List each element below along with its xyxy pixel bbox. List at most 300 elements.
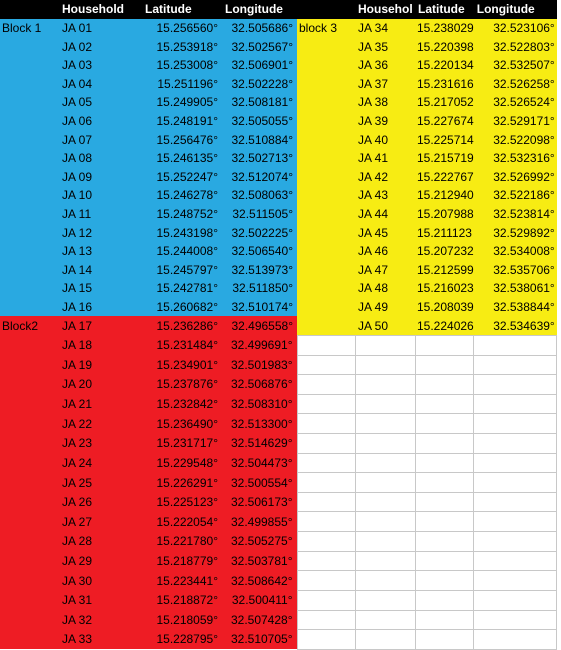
block-cell[interactable] xyxy=(297,167,355,186)
longitude-cell[interactable]: 32.534639° xyxy=(474,316,557,335)
empty-cell[interactable] xyxy=(474,473,557,493)
latitude-cell[interactable]: 15.244008° xyxy=(142,242,222,261)
header-longitude-right[interactable]: Longitude xyxy=(474,0,557,19)
latitude-cell[interactable]: 15.248191° xyxy=(142,112,222,131)
block-cell[interactable] xyxy=(0,74,59,93)
table-row xyxy=(0,630,557,650)
empty-cell[interactable] xyxy=(297,630,355,650)
empty-cell[interactable] xyxy=(355,590,415,610)
longitude-cell[interactable]: 32.512074° xyxy=(222,167,297,186)
longitude-cell[interactable]: 32.507428° xyxy=(222,610,297,630)
latitude-cell[interactable]: 15.246278° xyxy=(142,186,222,205)
empty-cell[interactable] xyxy=(415,630,474,650)
block-cell[interactable] xyxy=(0,112,59,131)
longitude-cell[interactable]: 32.510705° xyxy=(222,630,297,650)
table-row xyxy=(0,149,557,168)
household-cell[interactable]: JA 14 xyxy=(59,261,142,280)
header-row xyxy=(0,0,557,19)
household-cell[interactable]: JA 44 xyxy=(355,205,415,224)
empty-cell[interactable] xyxy=(297,512,355,532)
table-row xyxy=(0,298,557,317)
household-cell[interactable]: JA 16 xyxy=(59,298,142,317)
empty-cell[interactable] xyxy=(355,335,415,355)
table-row xyxy=(0,186,557,205)
latitude-cell[interactable]: 15.252247° xyxy=(142,167,222,186)
longitude-cell[interactable]: 32.508642° xyxy=(222,571,297,591)
longitude-cell[interactable]: 32.511850° xyxy=(222,279,297,298)
longitude-cell[interactable]: 32.505686° xyxy=(222,19,297,38)
block-cell[interactable] xyxy=(0,434,59,454)
block-cell[interactable] xyxy=(297,56,355,75)
empty-cell[interactable] xyxy=(297,571,355,591)
household-cell[interactable]: JA 06 xyxy=(59,112,142,131)
block-cell[interactable] xyxy=(0,630,59,650)
block-cell[interactable] xyxy=(297,316,355,335)
empty-cell[interactable] xyxy=(474,434,557,454)
household-cell[interactable]: JA 03 xyxy=(59,56,142,75)
latitude-cell[interactable]: 15.251196° xyxy=(142,74,222,93)
header-latitude-right[interactable]: Latitude xyxy=(415,0,474,19)
longitude-cell[interactable]: 32.508310° xyxy=(222,394,297,414)
household-cell[interactable]: JA 09 xyxy=(59,167,142,186)
empty-cell[interactable] xyxy=(355,492,415,512)
longitude-cell[interactable]: 32.514629° xyxy=(222,434,297,454)
household-cell[interactable]: JA 47 xyxy=(355,261,415,280)
longitude-cell[interactable]: 32.532316° xyxy=(474,149,557,168)
empty-cell[interactable] xyxy=(355,512,415,532)
longitude-cell[interactable]: 32.526992° xyxy=(474,167,557,186)
empty-cell[interactable] xyxy=(355,375,415,395)
latitude-cell[interactable]: 15.231717° xyxy=(142,434,222,454)
block-cell[interactable] xyxy=(0,473,59,493)
header-blank xyxy=(0,0,59,19)
latitude-cell[interactable]: 15.218872° xyxy=(142,590,222,610)
table-row xyxy=(0,130,557,149)
latitude-cell[interactable]: 15.208039 xyxy=(415,298,474,317)
household-cell[interactable]: JA 31 xyxy=(59,590,142,610)
table-row xyxy=(0,74,557,93)
block-cell[interactable] xyxy=(297,261,355,280)
latitude-cell[interactable]: 15.226291° xyxy=(142,473,222,493)
empty-cell[interactable] xyxy=(297,492,355,512)
household-cell[interactable]: JA 04 xyxy=(59,74,142,93)
empty-cell[interactable] xyxy=(474,335,557,355)
empty-cell[interactable] xyxy=(415,532,474,552)
block-cell[interactable] xyxy=(297,242,355,261)
latitude-cell[interactable]: 15.242781° xyxy=(142,279,222,298)
empty-cell[interactable] xyxy=(474,453,557,473)
empty-cell[interactable] xyxy=(415,512,474,532)
block-cell[interactable] xyxy=(297,93,355,112)
latitude-cell[interactable]: 15.217052 xyxy=(415,93,474,112)
block-cell[interactable] xyxy=(0,261,59,280)
longitude-cell[interactable]: 32.510174° xyxy=(222,298,297,317)
latitude-cell[interactable]: 15.232842° xyxy=(142,394,222,414)
household-cell[interactable]: JA 45 xyxy=(355,223,415,242)
longitude-cell[interactable]: 32.532507° xyxy=(474,56,557,75)
header-latitude-left[interactable]: Latitude xyxy=(142,0,222,19)
latitude-cell[interactable]: 15.234901° xyxy=(142,355,222,375)
block-cell[interactable] xyxy=(297,223,355,242)
longitude-cell[interactable]: 32.504473° xyxy=(222,453,297,473)
empty-cell[interactable] xyxy=(297,551,355,571)
block-cell[interactable] xyxy=(0,394,59,414)
longitude-cell[interactable]: 32.505055° xyxy=(222,112,297,131)
table-row xyxy=(0,205,557,224)
household-cell[interactable]: JA 39 xyxy=(355,112,415,131)
latitude-cell[interactable]: 15.215719 xyxy=(415,149,474,168)
latitude-cell[interactable]: 15.256560° xyxy=(142,19,222,38)
longitude-cell[interactable]: 32.505275° xyxy=(222,532,297,552)
table-row xyxy=(0,473,557,493)
block-cell[interactable] xyxy=(0,375,59,395)
longitude-cell[interactable]: 32.500411° xyxy=(222,590,297,610)
block-cell[interactable] xyxy=(0,130,59,149)
household-cell[interactable]: JA 11 xyxy=(59,205,142,224)
household-cell[interactable]: JA 36 xyxy=(355,56,415,75)
table-row xyxy=(0,551,557,571)
empty-cell[interactable] xyxy=(355,434,415,454)
latitude-cell[interactable]: 15.231484° xyxy=(142,335,222,355)
latitude-cell[interactable]: 15.248752° xyxy=(142,205,222,224)
empty-cell[interactable] xyxy=(474,355,557,375)
block-cell[interactable] xyxy=(0,590,59,610)
block-cell[interactable] xyxy=(297,279,355,298)
household-cell[interactable]: JA 34 xyxy=(355,19,415,38)
household-cell[interactable]: JA 30 xyxy=(59,571,142,591)
empty-cell[interactable] xyxy=(415,453,474,473)
household-cell[interactable]: JA 23 xyxy=(59,434,142,454)
empty-cell[interactable] xyxy=(415,473,474,493)
table-row xyxy=(0,37,557,56)
longitude-cell[interactable]: 32.538844° xyxy=(474,298,557,317)
longitude-cell[interactable]: 32.522186° xyxy=(474,186,557,205)
latitude-cell[interactable]: 15.229548° xyxy=(142,453,222,473)
longitude-cell[interactable]: 32.506876° xyxy=(222,375,297,395)
block-cell[interactable] xyxy=(0,355,59,375)
longitude-cell[interactable]: 32.535706° xyxy=(474,261,557,280)
household-cell[interactable]: JA 28 xyxy=(59,532,142,552)
latitude-cell[interactable]: 15.238029 xyxy=(415,19,474,38)
longitude-cell[interactable]: 32.508063° xyxy=(222,186,297,205)
latitude-cell[interactable]: 15.225123° xyxy=(142,492,222,512)
longitude-cell[interactable]: 32.500554° xyxy=(222,473,297,493)
block-cell[interactable] xyxy=(0,492,59,512)
table-row xyxy=(0,316,557,335)
household-cell[interactable]: JA 08 xyxy=(59,149,142,168)
longitude-cell[interactable]: 32.523106° xyxy=(474,19,557,38)
table-row xyxy=(0,223,557,242)
household-cell[interactable]: JA 48 xyxy=(355,279,415,298)
table-row xyxy=(0,394,557,414)
household-cell[interactable]: JA 01 xyxy=(59,19,142,38)
longitude-cell[interactable]: 32.506540° xyxy=(222,242,297,261)
household-cell[interactable]: JA 49 xyxy=(355,298,415,317)
household-cell[interactable]: JA 15 xyxy=(59,279,142,298)
empty-cell[interactable] xyxy=(415,551,474,571)
latitude-cell[interactable]: 15.237876° xyxy=(142,375,222,395)
empty-cell[interactable] xyxy=(415,355,474,375)
latitude-cell[interactable]: 15.246135° xyxy=(142,149,222,168)
household-cell[interactable]: JA 29 xyxy=(59,551,142,571)
longitude-cell[interactable]: 32.502567° xyxy=(222,37,297,56)
longitude-cell[interactable]: 32.526524° xyxy=(474,93,557,112)
table-row xyxy=(0,532,557,552)
latitude-cell[interactable]: 15.236286° xyxy=(142,316,222,335)
table-row xyxy=(0,355,557,375)
block-cell[interactable] xyxy=(297,112,355,131)
block-cell[interactable] xyxy=(297,205,355,224)
longitude-cell[interactable]: 32.502225° xyxy=(222,223,297,242)
empty-cell[interactable] xyxy=(474,394,557,414)
empty-cell[interactable] xyxy=(297,335,355,355)
empty-cell[interactable] xyxy=(474,512,557,532)
latitude-cell[interactable]: 15.216023 xyxy=(415,279,474,298)
household-cell[interactable]: JA 25 xyxy=(59,473,142,493)
empty-cell[interactable] xyxy=(355,394,415,414)
empty-cell[interactable] xyxy=(297,355,355,375)
longitude-cell[interactable]: 32.513300° xyxy=(222,414,297,434)
empty-cell[interactable] xyxy=(474,375,557,395)
longitude-cell[interactable]: 32.506901° xyxy=(222,56,297,75)
empty-cell[interactable] xyxy=(415,590,474,610)
table-row xyxy=(0,512,557,532)
latitude-cell[interactable]: 15.227674 xyxy=(415,112,474,131)
empty-cell[interactable] xyxy=(355,571,415,591)
longitude-cell[interactable]: 32.529892° xyxy=(474,223,557,242)
household-cell[interactable]: JA 41 xyxy=(355,149,415,168)
header-household-right[interactable]: Househol xyxy=(355,0,415,19)
table-row xyxy=(0,453,557,473)
empty-cell[interactable] xyxy=(474,532,557,552)
household-cell[interactable]: JA 27 xyxy=(59,512,142,532)
latitude-cell[interactable]: 15.218779° xyxy=(142,551,222,571)
empty-cell[interactable] xyxy=(415,394,474,414)
table-row xyxy=(0,261,557,280)
empty-cell[interactable] xyxy=(297,453,355,473)
block-cell[interactable] xyxy=(0,532,59,552)
household-cell[interactable]: JA 38 xyxy=(355,93,415,112)
empty-cell[interactable] xyxy=(415,375,474,395)
longitude-cell[interactable]: 32.526258° xyxy=(474,74,557,93)
block-3-label[interactable]: block 3 xyxy=(297,19,355,38)
latitude-cell[interactable]: 15.224026 xyxy=(415,316,474,335)
longitude-cell[interactable]: 32.522098° xyxy=(474,130,557,149)
longitude-cell[interactable]: 32.499855° xyxy=(222,512,297,532)
longitude-cell[interactable]: 32.538061° xyxy=(474,279,557,298)
latitude-cell[interactable]: 15.212940 xyxy=(415,186,474,205)
household-cell[interactable]: JA 32 xyxy=(59,610,142,630)
block-cell[interactable] xyxy=(297,37,355,56)
household-cell[interactable]: JA 50 xyxy=(355,316,415,335)
block-cell[interactable] xyxy=(0,167,59,186)
household-cell[interactable]: JA 02 xyxy=(59,37,142,56)
table-row xyxy=(0,375,557,395)
block-cell[interactable] xyxy=(297,130,355,149)
empty-cell[interactable] xyxy=(415,610,474,630)
household-cell[interactable]: JA 42 xyxy=(355,167,415,186)
empty-cell[interactable] xyxy=(297,375,355,395)
empty-cell[interactable] xyxy=(355,610,415,630)
block-cell[interactable] xyxy=(0,298,59,317)
longitude-cell[interactable]: 32.529171° xyxy=(474,112,557,131)
latitude-cell[interactable]: 15.220134 xyxy=(415,56,474,75)
latitude-cell[interactable]: 15.225714 xyxy=(415,130,474,149)
block-cell[interactable] xyxy=(297,149,355,168)
latitude-cell[interactable]: 15.228795° xyxy=(142,630,222,650)
latitude-cell[interactable]: 15.253008° xyxy=(142,56,222,75)
household-cell[interactable]: JA 26 xyxy=(59,492,142,512)
latitude-cell[interactable]: 15.221780° xyxy=(142,532,222,552)
longitude-cell[interactable]: 32.513973° xyxy=(222,261,297,280)
empty-cell[interactable] xyxy=(415,571,474,591)
empty-cell[interactable] xyxy=(415,335,474,355)
latitude-cell[interactable]: 15.207988 xyxy=(415,205,474,224)
block-cell[interactable] xyxy=(0,571,59,591)
header-longitude-left[interactable]: Longitude xyxy=(222,0,297,19)
household-cell[interactable]: JA 22 xyxy=(59,414,142,434)
block-cell[interactable] xyxy=(0,93,59,112)
table-row xyxy=(0,167,557,186)
longitude-cell[interactable]: 32.501983° xyxy=(222,355,297,375)
block-cell[interactable] xyxy=(0,512,59,532)
block-cell[interactable] xyxy=(0,551,59,571)
latitude-cell[interactable]: 15.231616 xyxy=(415,74,474,93)
block-cell[interactable] xyxy=(0,149,59,168)
empty-cell[interactable] xyxy=(474,610,557,630)
longitude-cell[interactable]: 32.499691° xyxy=(222,335,297,355)
empty-cell[interactable] xyxy=(355,551,415,571)
empty-cell[interactable] xyxy=(474,492,557,512)
empty-cell[interactable] xyxy=(297,610,355,630)
block-cell[interactable] xyxy=(0,335,59,355)
latitude-cell[interactable]: 15.207232 xyxy=(415,242,474,261)
empty-cell[interactable] xyxy=(415,492,474,512)
latitude-cell[interactable]: 15.222054° xyxy=(142,512,222,532)
block-cell[interactable] xyxy=(0,610,59,630)
header-household-left[interactable]: Household xyxy=(59,0,142,19)
table-row xyxy=(0,279,557,298)
empty-cell[interactable] xyxy=(474,630,557,650)
block-cell[interactable] xyxy=(0,242,59,261)
household-cell[interactable]: JA 07 xyxy=(59,130,142,149)
empty-cell[interactable] xyxy=(355,453,415,473)
household-cell[interactable]: JA 46 xyxy=(355,242,415,261)
household-cell[interactable]: JA 13 xyxy=(59,242,142,261)
household-cell[interactable]: JA 37 xyxy=(355,74,415,93)
empty-cell[interactable] xyxy=(297,532,355,552)
block-cell[interactable] xyxy=(0,279,59,298)
latitude-cell[interactable]: 15.260682° xyxy=(142,298,222,317)
empty-cell[interactable] xyxy=(355,473,415,493)
longitude-cell[interactable]: 32.510884° xyxy=(222,130,297,149)
block-cell[interactable] xyxy=(0,56,59,75)
empty-cell[interactable] xyxy=(297,414,355,434)
block-cell[interactable] xyxy=(297,74,355,93)
block-cell[interactable] xyxy=(297,298,355,317)
household-cell[interactable]: JA 10 xyxy=(59,186,142,205)
table-row xyxy=(0,56,557,75)
household-cell[interactable]: JA 43 xyxy=(355,186,415,205)
block-cell[interactable] xyxy=(0,186,59,205)
empty-cell[interactable] xyxy=(297,394,355,414)
longitude-cell[interactable]: 32.523814° xyxy=(474,205,557,224)
latitude-cell[interactable]: 15.223441° xyxy=(142,571,222,591)
longitude-cell[interactable]: 32.502713° xyxy=(222,149,297,168)
household-cell[interactable]: JA 17 xyxy=(59,316,142,335)
longitude-cell[interactable]: 32.506173° xyxy=(222,492,297,512)
table-row xyxy=(0,19,557,38)
block-cell[interactable] xyxy=(0,414,59,434)
latitude-cell[interactable]: 15.218059° xyxy=(142,610,222,630)
longitude-cell[interactable]: 32.508181° xyxy=(222,93,297,112)
empty-cell[interactable] xyxy=(355,532,415,552)
latitude-cell[interactable]: 15.211123 xyxy=(415,223,474,242)
longitude-cell[interactable]: 32.511505° xyxy=(222,205,297,224)
empty-cell[interactable] xyxy=(297,590,355,610)
latitude-cell[interactable]: 15.253918° xyxy=(142,37,222,56)
empty-cell[interactable] xyxy=(474,414,557,434)
empty-cell[interactable] xyxy=(474,571,557,591)
household-cell[interactable]: JA 35 xyxy=(355,37,415,56)
household-cell[interactable]: JA 12 xyxy=(59,223,142,242)
household-cell[interactable]: JA 20 xyxy=(59,375,142,395)
empty-cell[interactable] xyxy=(415,414,474,434)
empty-cell[interactable] xyxy=(355,355,415,375)
latitude-cell[interactable]: 15.243198° xyxy=(142,223,222,242)
longitude-cell[interactable]: 32.496558° xyxy=(222,316,297,335)
block-cell[interactable] xyxy=(0,453,59,473)
latitude-cell[interactable]: 15.236490° xyxy=(142,414,222,434)
block-cell[interactable] xyxy=(0,223,59,242)
table-row xyxy=(0,93,557,112)
block-cell[interactable] xyxy=(297,186,355,205)
longitude-cell[interactable]: 32.522803° xyxy=(474,37,557,56)
block-cell[interactable] xyxy=(0,37,59,56)
empty-cell[interactable] xyxy=(474,551,557,571)
table-row xyxy=(0,492,557,512)
household-cell[interactable]: JA 21 xyxy=(59,394,142,414)
longitude-cell[interactable]: 32.502228° xyxy=(222,74,297,93)
block-2-label[interactable]: Block2 xyxy=(0,316,59,335)
latitude-cell[interactable]: 15.220398 xyxy=(415,37,474,56)
latitude-cell[interactable]: 15.222767 xyxy=(415,167,474,186)
empty-cell[interactable] xyxy=(355,414,415,434)
latitude-cell[interactable]: 15.245797° xyxy=(142,261,222,280)
empty-cell[interactable] xyxy=(415,434,474,454)
empty-cell[interactable] xyxy=(474,590,557,610)
empty-cell[interactable] xyxy=(355,630,415,650)
household-cell[interactable]: JA 19 xyxy=(59,355,142,375)
table-row xyxy=(0,335,557,355)
empty-cell[interactable] xyxy=(297,434,355,454)
household-cell[interactable]: JA 05 xyxy=(59,93,142,112)
latitude-cell[interactable]: 15.249905° xyxy=(142,93,222,112)
household-cell[interactable]: JA 33 xyxy=(59,630,142,650)
table-row xyxy=(0,414,557,434)
longitude-cell[interactable]: 32.534008° xyxy=(474,242,557,261)
table-row xyxy=(0,434,557,454)
block-cell[interactable] xyxy=(0,205,59,224)
household-cell[interactable]: JA 24 xyxy=(59,453,142,473)
latitude-cell[interactable]: 15.256476° xyxy=(142,130,222,149)
latitude-cell[interactable]: 15.212599 xyxy=(415,261,474,280)
empty-cell[interactable] xyxy=(297,473,355,493)
longitude-cell[interactable]: 32.503781° xyxy=(222,551,297,571)
household-cell[interactable]: JA 18 xyxy=(59,335,142,355)
block-1-label[interactable]: Block 1 xyxy=(0,19,59,38)
household-cell[interactable]: JA 40 xyxy=(355,130,415,149)
